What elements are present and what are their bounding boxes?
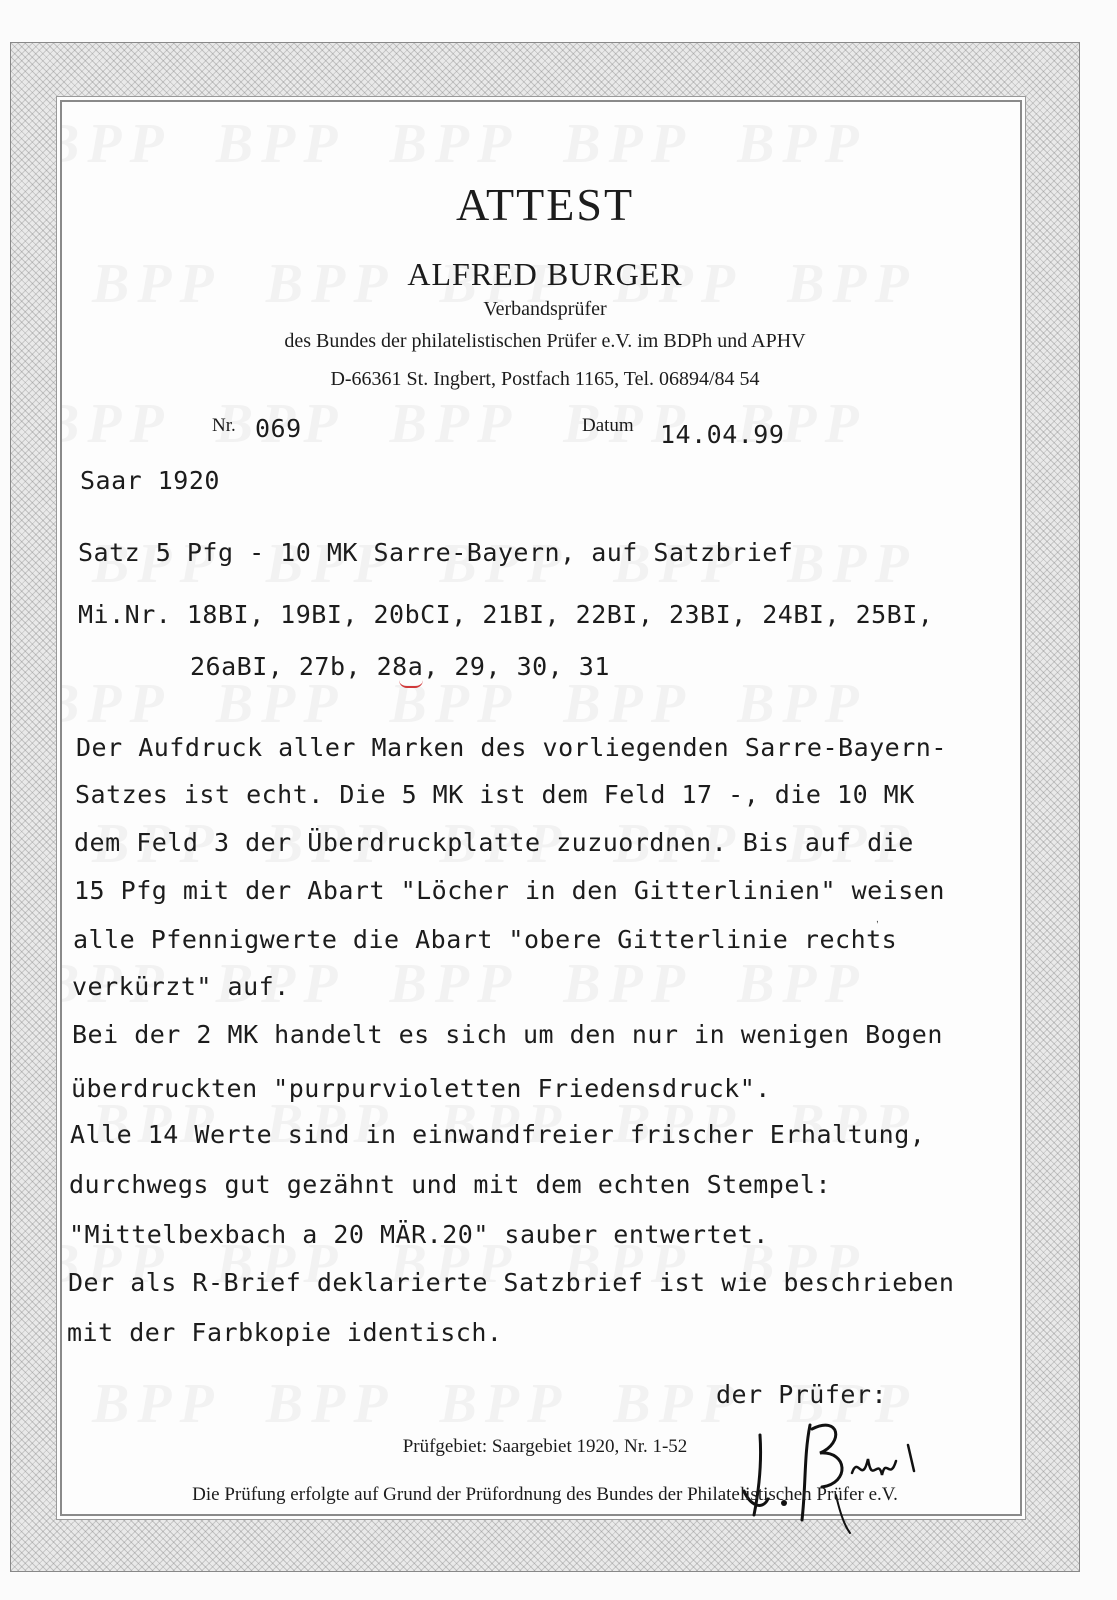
examiner-role: Verbandsprüfer <box>483 298 607 320</box>
body-line: 15 Pfg mit der Abart "Löcher in den Gitterlinien" weisen <box>74 876 945 905</box>
body-line: alle Pfennigwerte die Abart "obere Gitterlinie rechts <box>73 925 898 954</box>
body-line: dem Feld 3 der Überdruckplatte zuzuordnen. Bis auf die <box>74 828 914 857</box>
examiner-sign-label: der Prüfer: <box>716 1380 888 1409</box>
address-line: D-66361 St. Ingbert, Postfach 1165, Tel. 06894/84 54 <box>330 368 760 390</box>
date-value: 14.04.99 <box>660 420 785 449</box>
body-line: "Mittelbexbach a 20 MÄR.20" sauber entwertet. <box>69 1220 769 1249</box>
body-line: Bei der 2 MK handelt es sich um den nur in wenigen Bogen <box>72 1020 943 1049</box>
body-line: verkürzt" auf. <box>72 972 290 1001</box>
body-line: mit der Farbkopie identisch. <box>67 1318 503 1347</box>
body-line: Alle 14 Werte sind in einwandfreier frischer Erhaltung, <box>70 1120 926 1149</box>
nr-label: Nr. <box>212 415 236 436</box>
watermark-row <box>60 672 867 736</box>
body-line: durchwegs gut gezähnt und mit dem echten Stempel: <box>69 1170 832 1199</box>
handwritten-signature <box>740 1395 940 1535</box>
certificate-title: ATTEST <box>455 179 635 230</box>
date-label: Datum <box>582 415 634 436</box>
examination-statement: Die Prüfung erfolgte auf Grund der Prüfordnung des Bundes der Philatelistischen Prüfer e.V. <box>192 1484 898 1505</box>
association-line: des Bundes der philatelistischen Prüfer e.V. im BDPh und APHV <box>284 330 806 352</box>
body-line: überdruckten "purpurvioletten Friedensdruck". <box>71 1074 771 1103</box>
body-line: 26aBI, 27b, 28a, 29, 30, 31 <box>190 652 610 681</box>
body-line: Der als R-Brief deklarierte Satzbrief ist wie beschrieben <box>68 1268 955 1297</box>
examiner-name: ALFRED BURGER <box>407 256 683 292</box>
body-line: Der Aufdruck aller Marken des vorliegenden Sarre-Bayern- <box>76 733 947 762</box>
body-line: Satz 5 Pfg - 10 MK Sarre-Bayern, auf Satzbrief <box>78 538 794 567</box>
body-line: Mi.Nr. 18BI, 19BI, 20bCI, 21BI, 22BI, 23BI, 24BI, 25BI, <box>78 600 934 629</box>
body-line: Satzes ist echt. Die 5 MK ist dem Feld 17 -, die 10 MK <box>75 780 915 809</box>
watermark-row <box>60 112 867 176</box>
comma-mark: , <box>876 914 879 925</box>
examination-scope: Prüfgebiet: Saargebiet 1920, Nr. 1-52 <box>402 1436 688 1457</box>
nr-value: 069 <box>255 414 302 443</box>
body-line: Saar 1920 <box>80 466 220 495</box>
